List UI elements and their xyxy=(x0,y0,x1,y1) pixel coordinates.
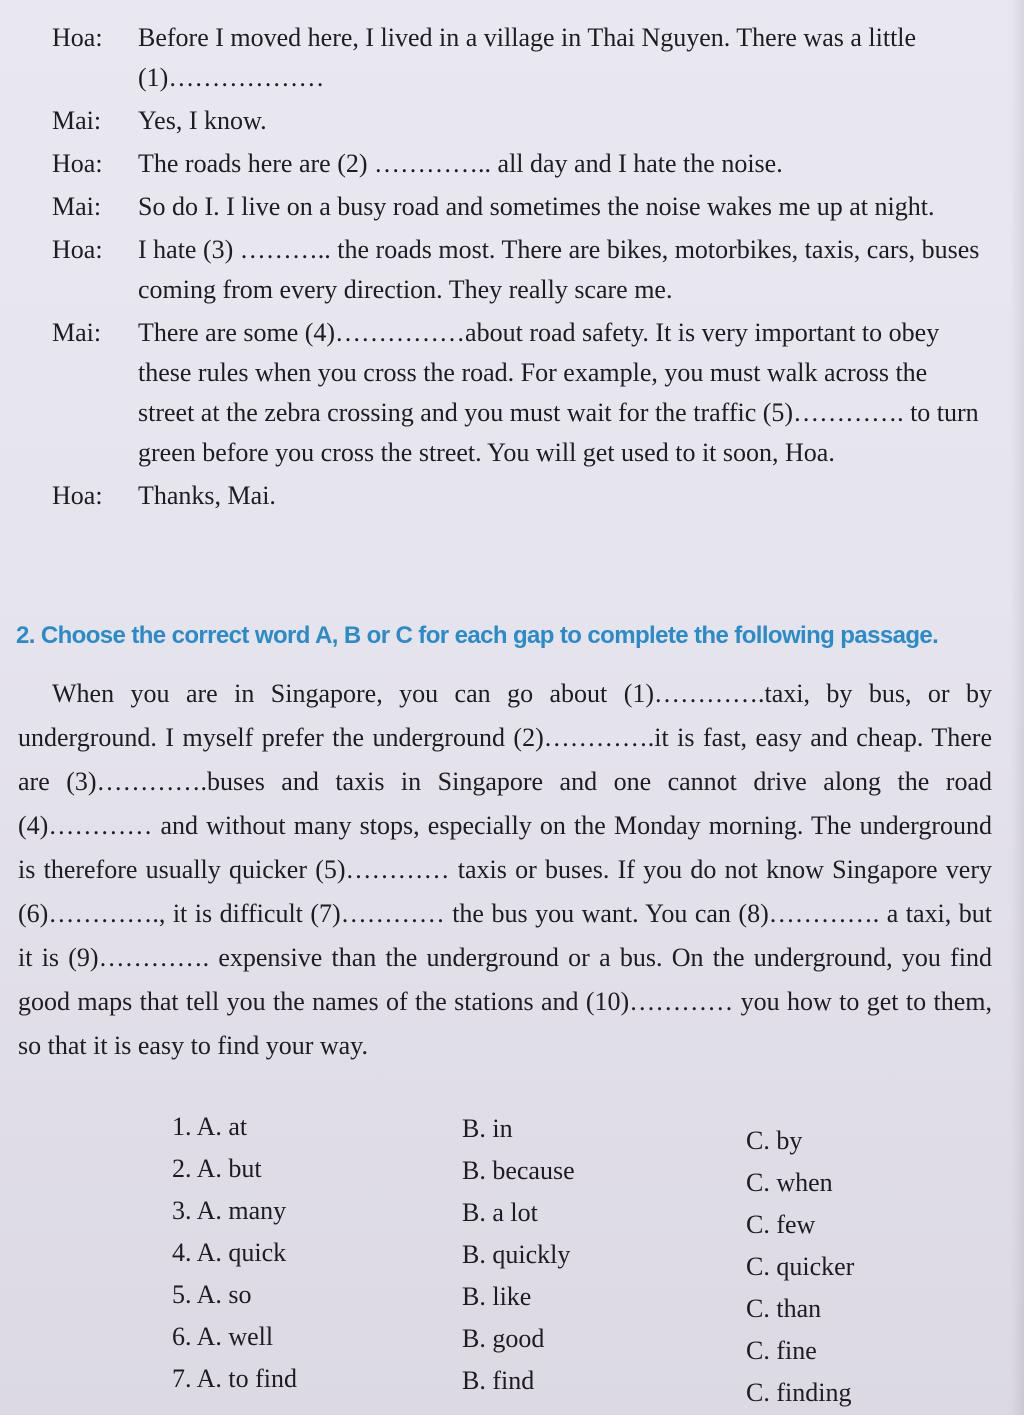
dialogue-line xyxy=(0,187,1024,227)
speaker: Hoa: xyxy=(52,481,103,510)
dialogue-line xyxy=(0,18,1024,98)
option-row xyxy=(0,1196,1024,1238)
dialogue xyxy=(0,18,1024,516)
exercise-passage: When you are in Singapore, you can go about (1)………….taxi, by bus, or by underground. I myself prefer the underground (2)………….it is fast, easy and cheap. There are (3)………….buses and taxis in Singapore and one cannot drive along the road (4)………… and without many stops, especially on the Monday morning. The underground is therefore usually quicker (5)………… taxis or buses. If you do not know Singapore very (6)…………., it is difficult (7)………… the bus you want. You can (8)…………. a taxi, but it is (9)…………. expensive than the underground or a bus. On the underground, you find good maps that tell you the names of the stations and (10)………… you how to get to them, so that it is easy to find your way. xyxy=(18,679,992,1060)
dialogue-line xyxy=(0,230,1024,310)
option-b: B. good xyxy=(462,1324,545,1353)
option-b: B. find xyxy=(462,1366,535,1395)
option-c: C. quicker xyxy=(746,1252,855,1281)
option-row xyxy=(0,1280,1024,1322)
dialogue-line xyxy=(0,313,1024,473)
speaker: Hoa: xyxy=(52,235,103,264)
page-edge-shadow xyxy=(1010,0,1024,1415)
option-a: 2. A. but xyxy=(172,1154,262,1183)
speaker: Hoa: xyxy=(52,23,103,52)
answer-options xyxy=(0,1112,1024,1406)
option-row xyxy=(0,1112,1024,1154)
option-a: 1. A. at xyxy=(172,1112,248,1141)
option-row xyxy=(0,1238,1024,1280)
option-c: C. few xyxy=(746,1210,816,1239)
exercise-heading: 2. Choose the correct word A, B or C for each gap to complete the following passage. xyxy=(16,622,939,649)
speaker: Mai: xyxy=(52,192,102,221)
option-a: 5. A. so xyxy=(172,1280,252,1309)
speech: Before I moved here, I lived in a village in Thai Nguyen. There was a little (1)……………… xyxy=(138,23,917,92)
option-b: B. because xyxy=(462,1156,575,1185)
speaker: Hoa: xyxy=(52,149,103,178)
option-c: C. fine xyxy=(746,1336,817,1365)
option-b: B. in xyxy=(462,1114,513,1143)
speech: The roads here are (2) ………….. all day and I hate the noise. xyxy=(138,149,783,178)
speaker: Mai: xyxy=(52,106,102,135)
dialogue-line xyxy=(0,144,1024,184)
option-b: B. like xyxy=(462,1282,532,1311)
option-a: 7. A. to find xyxy=(172,1364,297,1393)
speech: Yes, I know. xyxy=(138,106,267,135)
dialogue-line xyxy=(0,101,1024,141)
option-c: C. finding xyxy=(746,1378,852,1407)
speech: There are some (4)……………about road safety. It is very important to obey these rules when you cross the road. For example, you must walk across the street at the zebra crossing and you must wait for the traffic (5)…………. to turn green before you cross the street. You will get used to it soon, Hoa. xyxy=(138,318,979,467)
option-row xyxy=(0,1154,1024,1196)
speech: I hate (3) ……….. the roads most. There are bikes, motorbikes, taxis, cars, buses coming from every direction. They really scare me. xyxy=(138,235,980,304)
option-c: C. by xyxy=(746,1126,803,1155)
option-a: 6. A. well xyxy=(172,1322,274,1351)
speech: So do I. I live on a busy road and sometimes the noise wakes me up at night. xyxy=(138,192,935,221)
option-a: 4. A. quick xyxy=(172,1238,287,1267)
option-b: B. quickly xyxy=(462,1240,571,1269)
option-c: C. when xyxy=(746,1168,833,1197)
option-row xyxy=(0,1364,1024,1406)
speaker: Mai: xyxy=(52,318,102,347)
speech: Thanks, Mai. xyxy=(138,481,276,510)
option-a: 3. A. many xyxy=(172,1196,287,1225)
dialogue-line xyxy=(0,476,1024,516)
option-row xyxy=(0,1322,1024,1364)
option-b: B. a lot xyxy=(462,1198,538,1227)
option-c: C. than xyxy=(746,1294,822,1323)
